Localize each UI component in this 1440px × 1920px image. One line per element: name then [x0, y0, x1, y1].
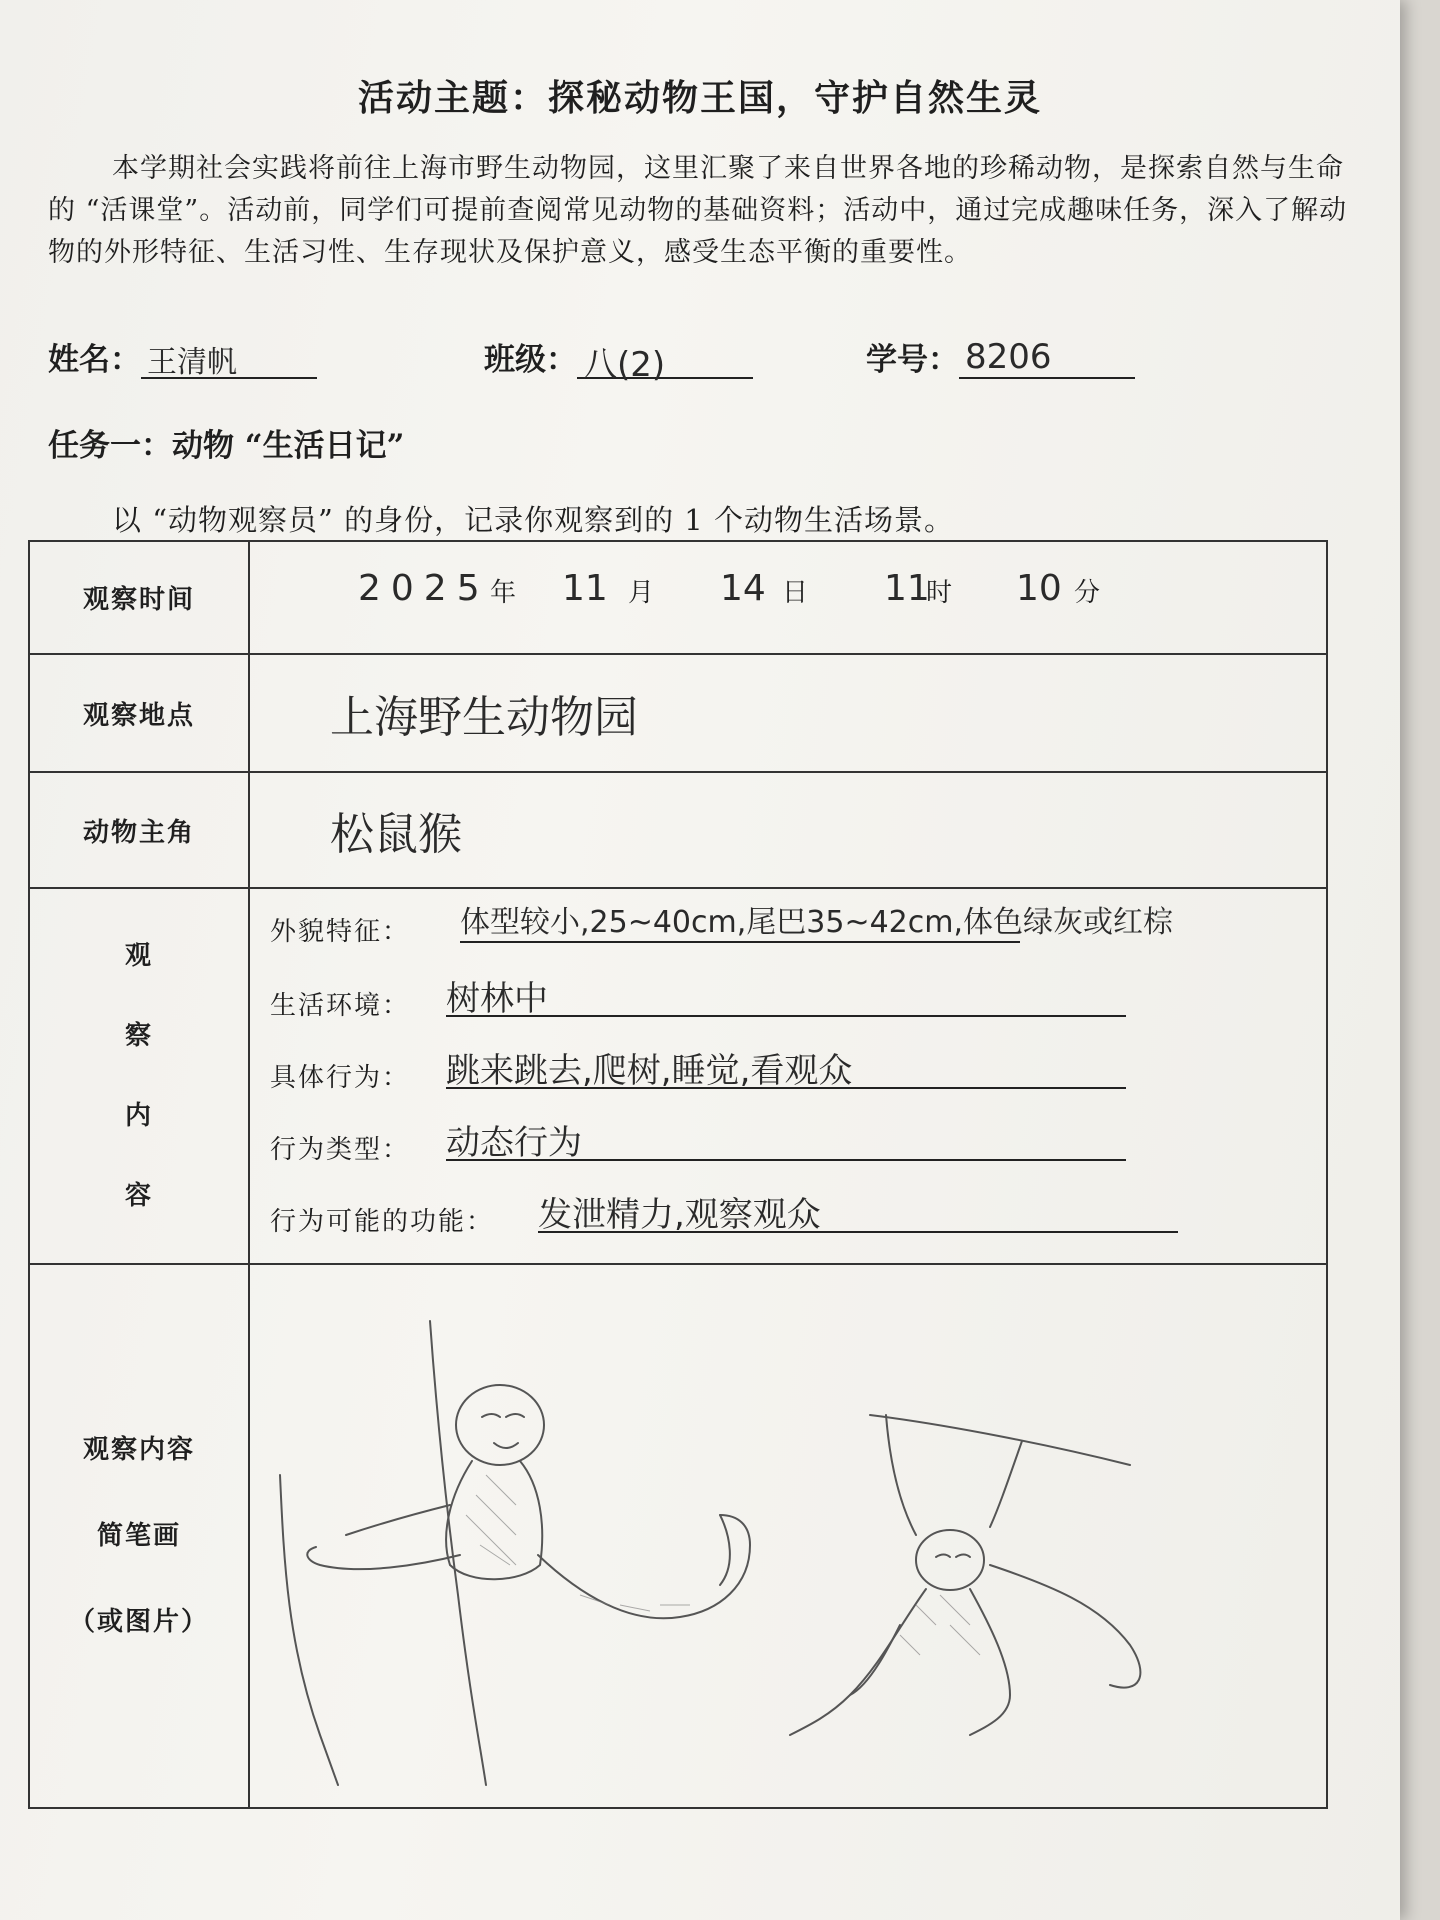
habitat-value: 树林中: [446, 971, 1126, 1017]
drawing-label-line: 简笔画: [96, 1521, 181, 1551]
place-row: [29, 654, 1327, 772]
intro-paragraph: 本学期社会实践将前往上海市野生动物园，这里汇聚了来自世界各地的珍稀动物，是探索自然与生命的 “活课堂”。活动前，同学们可提前查阅常见动物的基础资料；活动中，通过完成趣味任务，深入了解动物的外形特征、生活习性、生存现状及保护意义，感受生态平衡的重要性。: [48, 153, 1348, 268]
page-title: 活动主题：探秘动物王国，守护自然生灵: [357, 77, 1042, 119]
function-row: [270, 1195, 821, 1238]
time-month-unit: 月: [628, 578, 655, 608]
behavior-type-value: 动态行为: [446, 1115, 1126, 1161]
content-label-char: 察: [124, 1021, 153, 1051]
place-label: 观察地点: [29, 654, 249, 772]
time-year-unit: 年: [490, 578, 517, 608]
drawing-label: [29, 1264, 249, 1808]
appearance-label: 外貌特征：: [270, 917, 411, 947]
content-label: [29, 888, 249, 1264]
class-label: 班级：: [484, 342, 577, 378]
behavior-label: 具体行为：: [270, 1063, 411, 1093]
drawing-label-line: 观察内容: [82, 1435, 195, 1465]
time-minute-unit: 分: [1074, 578, 1101, 608]
content-row: [29, 888, 1327, 1264]
appearance-value: 体型较小,25~40cm,尾巴35~42cm,体色绿灰或红棕: [460, 897, 1020, 943]
monkey-sketch-image: [250, 1265, 1332, 1805]
time-label: 观察时间: [29, 541, 249, 654]
name-label: 姓名：: [48, 342, 141, 378]
behavior-row: [270, 1051, 853, 1094]
name-value: 王清帆: [141, 337, 317, 379]
habitat-row: [270, 979, 548, 1022]
time-year: 2025: [358, 568, 490, 609]
time-month: 11: [562, 568, 608, 609]
class-value: 八(2): [577, 337, 753, 379]
student-id-value: 8206: [959, 337, 1135, 379]
animal-value: 松鼠猴: [249, 772, 1327, 888]
time-hour: 11: [884, 568, 930, 609]
function-label: 行为可能的功能：: [270, 1207, 495, 1237]
behavior-value: 跳来跳去,爬树,睡觉,看观众: [446, 1043, 1126, 1089]
content-cell: [249, 888, 1327, 1264]
behavior-type-label: 行为类型：: [270, 1135, 411, 1165]
function-value: 发泄精力,观察观众: [538, 1187, 1178, 1233]
animal-row: [29, 772, 1327, 888]
content-label-char: 观: [124, 941, 153, 971]
time-day: 14: [720, 568, 766, 609]
student-id-field: [866, 334, 1135, 379]
habitat-label: 生活环境：: [270, 991, 411, 1021]
content-label-char: 内: [124, 1101, 153, 1131]
time-day-unit: 日: [782, 578, 809, 608]
time-value-cell: [249, 541, 1327, 654]
task1-title: 任务一：动物 “生活日记”: [48, 428, 405, 464]
content-label-char: 容: [124, 1181, 153, 1211]
behavior-type-row: [270, 1123, 582, 1166]
class-field: [484, 334, 753, 385]
time-hour-unit: 时: [926, 578, 953, 608]
student-id-label: 学号：: [866, 342, 959, 378]
time-minute: 10: [1016, 568, 1062, 609]
animal-label: 动物主角: [29, 772, 249, 888]
drawing-cell: [249, 1264, 1327, 1808]
observation-table: [28, 540, 1328, 1809]
appearance-row: [270, 905, 1174, 948]
drawing-row: [29, 1264, 1327, 1808]
task1-description: 以 “动物观察员” 的身份，记录你观察到的 1 个动物生活场景。: [112, 503, 954, 537]
time-row: [29, 541, 1327, 654]
drawing-label-line: （或图片）: [68, 1607, 209, 1637]
place-value: 上海野生动物园: [249, 654, 1327, 772]
name-field: [48, 334, 317, 379]
